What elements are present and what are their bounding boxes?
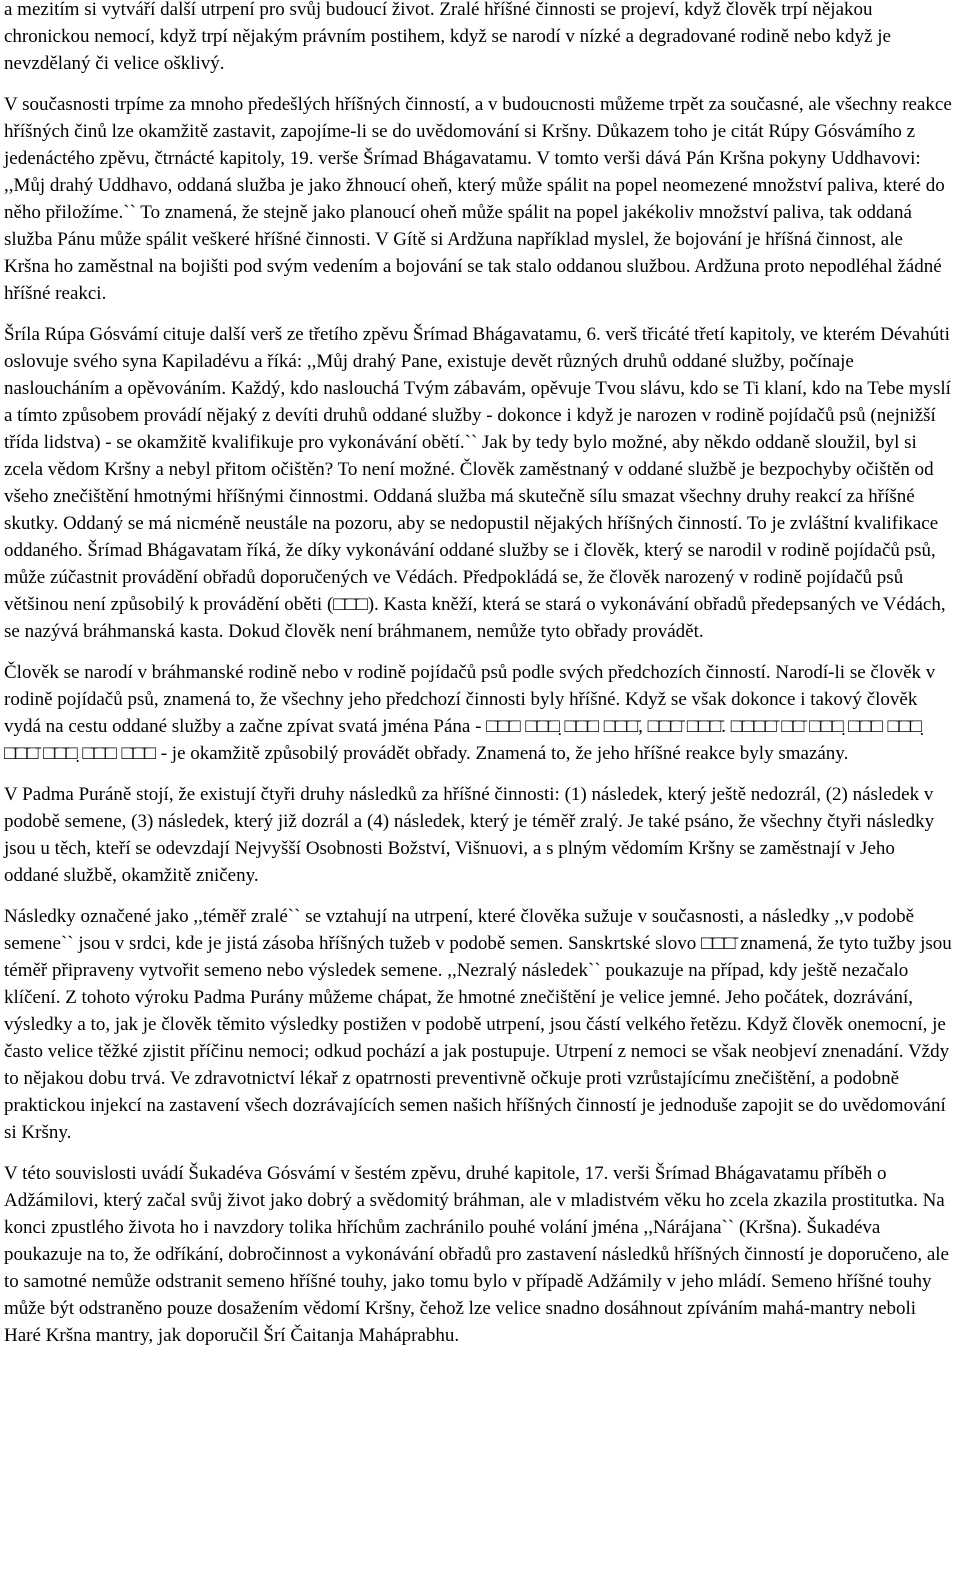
paragraph-6: Následky označené jako ,,téměř zralé`` se vztahují na utrpení, které člověka sužuje v současnosti, a následky ,,v podobě semene`` jsou v srdci, kde je jistá zásoba hříšných tužeb v podobě semen. Sanskrtské slovo □̄□̄□̄ znamená, že tyto tužby jsou téměř připraveny vytvořit semeno nebo výsledek semene. ,,Nezralý následek`` poukazuje na případ, kdy ještě nezačalo klíčení. Z tohoto výroku Padma Purány můžeme chápat, že hmotné znečištění je velice jemné. Jeho počátek, dozrávání, výsledky a to, jak je člověk těmito výsledky postižen v podobě utrpení, jsou částí velkého řetězu. Když člověk onemocní, je často velice těžké zjistit příčinu nemoci; odkud pochází a jak postupuje. Utrpení z nemoci se však neobjeví znenadání. Vždy to nějakou dobu trvá. Ve zdravotnictví lékař z opatrnosti preventivně očkuje proti vzrůstajícímu znečištění, a podobně praktickou injekcí na zastavení všech dozrávajících semen našich hříšných činností je jednoduše zapojit se do uvědomování si Kršny.: [4, 906, 952, 1143]
paragraph-3: Šríla Rúpa Gósvámí cituje další verš ze třetího zpěvu Šrímad Bhágavatamu, 6. verš třicáté třetí kapitoly, ve kterém Dévahúti oslovuje svého syna Kapiladévu a říká: ,,Můj drahý Pane, existuje devět různých druhů oddané služby, počínaje nasloucháním a opěvováním. Každý, kdo naslouchá Tvým zábavám, opěvuje Tvou slávu, kdo se Ti klaní, kdo na Tebe myslí a tímto způsobem provádí nějaký z devíti druhů oddané služby - dokonce i když je narozen v rodině pojídačů psů (nejnižší třída lidstva) - se okamžitě kvalifikuje pro vykonávání obětí.`` Jak by tedy bylo možné, aby někdo oddaně sloužil, byl si zcela vědom Kršny a nebyl přitom očištěn? To není možné. Člověk zaměstnaný v oddané službě je bezpochyby očištěn od všeho znečištění hmotnými hříšnými činnostmi. Oddaná služba má skutečně sílu smazat všechny druhy reakcí za hříšné skutky. Oddaný se má nicméně neustále na pozoru, aby se nedopustil nějakých hříšných činností. To je zvláštní kvalifikace oddaného. Šrímad Bhágavatam říká, že díky vykonávání oddané služby se i člověk, který se narodil v rodině pojídačů psů, může zúčastnit provádění obřadů doporučených ve Védách. Předpokládá se, že člověk narozený v rodině pojídačů psů většinou není způsobilý k provádění oběti (□̄□̄□). Kasta kněží, která se stará o vykonávání obřadů předepsaných ve Védách, se nazývá bráhmanská kasta. Dokud člověk není bráhmanem, nemůže tyto obřady provádět.: [4, 324, 951, 642]
paragraph-5: V Padma Puráně stojí, že existují čtyři druhy následků za hříšné činnosti: (1) následek, který ještě nedozrál, (2) následek v podobě semene, (3) následek, který již dozrál a (4) následek, který je téměř zralý. Je také psáno, že všechny čtyři následky jsou u těch, kteří se odevzdají Nejvyšší Osobnosti Božství, Višnuovi, a s plným vědomím Kršny se zaměstnají v Jeho oddané službě, okamžitě zničeny.: [4, 784, 935, 886]
paragraph-7: V této souvislosti uvádí Šukadéva Gósvámí v šestém zpěvu, druhé kapitole, 17. verši Šrímad Bhágavatamu příběh o Adžámilovi, který začal svůj život jako dobrý a svědomitý bráhman, ale v mladistvém věku ho zcela zkazila prostitutka. Na konci zpustlého života ho i navzdory tolika hříchům zachránilo pouhé volání jména ,,Nárájana`` (Kršna). Šukadéva poukazuje na to, že odříkání, dobročinnost a vykonávání obřadů pro zastavení následků hříšných činností je doporučeno, ale to samotné nemůže odstranit semeno hříšné touhy, jako tomu bylo v případě Adžámily v jeho mládí. Semeno hříšné touhy může být odstraněno pouze dosažením vědomí Kršny, čehož lze velice snadno dosáhnout zpíváním mahá-mantry neboli Haré Kršna mantry, jak doporučil Šrí Čaitanja Maháprabhu.: [4, 1163, 949, 1346]
paragraph-4: Člověk se narodí v bráhmanské rodině nebo v rodině pojídačů psů podle svých předchozích činností. Narodí-li se člověk v rodině pojídačů psů, znamená to, že všechny jeho předchozí činnosti byly hříšné. Když se však dokonce i takový člověk vydá na cestu oddané služby a začne zpívat svatá jména Pána - □̄□̄□ □̄□̄□̣ □̄□̄□ □̄□̄□̄, □̄□̄□̄ □̄□̄□̄. □̄□̄□̄□̄ □̄□̄ □̄□̄□̣ □̄□̄□ □̄□̄□̣ □̄□̄□̄ □̄□̄□̣ □̄□̄□ □̄□̄□ - je okamžitě způsobilý provádět obřady. Znamená to, že jeho hříšné reakce byly smazány.: [4, 662, 936, 764]
paragraph-2: V současnosti trpíme za mnoho předešlých hříšných činností, a v budoucnosti můžeme trpět za současné, ale všechny reakce hříšných činů lze okamžitě zastavit, zapojíme-li se do uvědomování si Kršny. Důkazem toho je citát Rúpy Gósvámího z jedenáctého zpěvu, čtrnácté kapitoly, 19. verše Šrímad Bhágavatamu. V tomto verši dává Pán Kršna pokyny Uddhavovi: ,,Můj drahý Uddhavo, oddaná služba je jako žhnoucí oheň, který může spálit na popel neomezené množství paliva, které do něho přiložíme.`` To znamená, že stejně jako planoucí oheň může spálit na popel jakékoliv množství paliva, tak oddaná služba Pánu může spálit veškeré hříšné činnosti. V Gítě si Ardžuna například myslel, že bojování je hříšná činnost, ale Kršna ho zaměstnal na bojišti pod svým vedením a bojování se tak stalo oddanou službou. Ardžuna proto nepodléhal žádné hříšné reakci.: [4, 94, 952, 304]
paragraph-1: a mezitím si vytváří další utrpení pro svůj budoucí život. Zralé hříšné činnosti se projeví, když člověk trpí nějakou chronickou nemocí, když trpí nějakým právním postihem, když se narodí v nízké a degradované rodině nebo když je nevzdělaný či velice ošklivý.: [4, 0, 891, 74]
